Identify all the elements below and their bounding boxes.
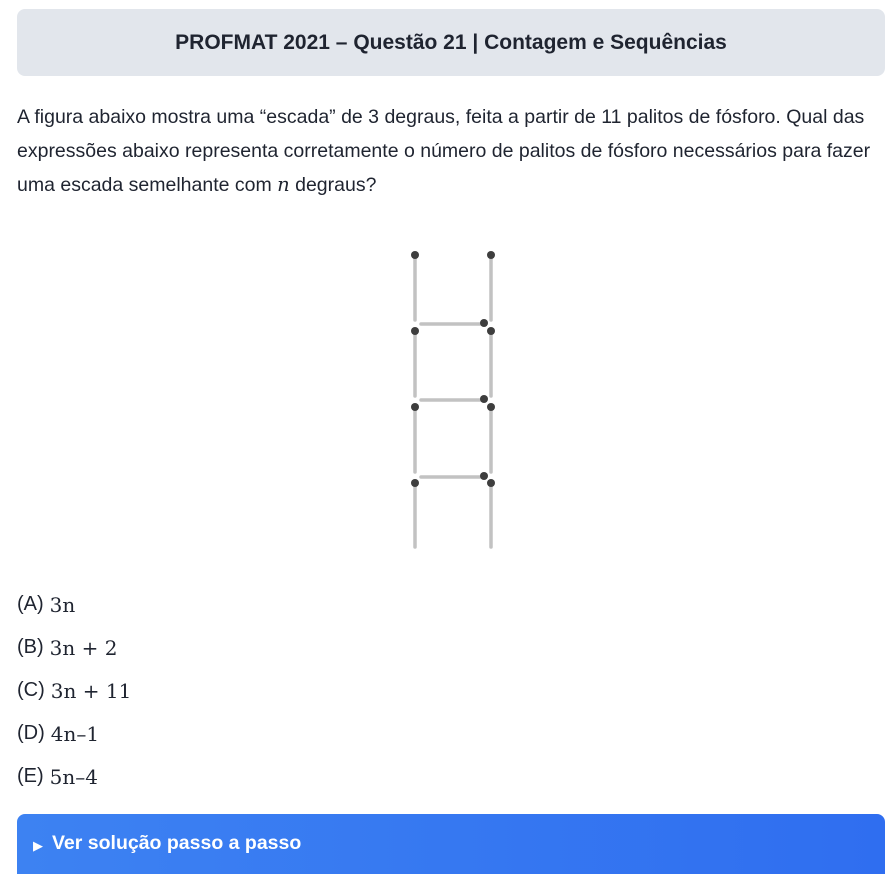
match-head (487, 327, 495, 335)
option-expression: 4n–1 (50, 721, 100, 746)
match-head (411, 327, 419, 335)
option-expression: 5n–4 (49, 764, 99, 789)
match-head (480, 319, 488, 327)
match-head (487, 251, 495, 259)
option-letter: (D) (17, 722, 45, 744)
matchstick-ladder-figure (395, 244, 515, 554)
match-head (487, 403, 495, 411)
match-head (480, 472, 488, 480)
match-head (411, 251, 419, 259)
statement-text-after: degraus? (289, 174, 377, 196)
match-head (480, 395, 488, 403)
question-statement (17, 100, 889, 202)
option-expression: 3n (49, 592, 76, 617)
question-header (17, 9, 885, 76)
rungs (421, 324, 483, 477)
option-expression: 3n + 2 (49, 635, 118, 660)
statement-variable: n (277, 173, 290, 196)
page-title: PROFMAT 2021 – Questão 21 | Contagem e Sequências (175, 30, 727, 54)
triangle-right-icon: ▶ (33, 838, 43, 853)
match-heads (411, 251, 495, 487)
statement-text-before: A figura abaixo mostra uma “escada” de 3 degraus, feita a partir de 11 palitos de fósforo. Qual das expressões abaixo representa corretamente o número de palitos de fósforo necessários para fazer uma escada semelhante com (17, 106, 871, 196)
answer-options (17, 583, 131, 798)
option-c[interactable] (17, 669, 131, 712)
match-head (411, 479, 419, 487)
match-head (487, 479, 495, 487)
show-solution-label: Ver solução passo a passo (52, 832, 302, 854)
show-solution-button[interactable] (17, 814, 885, 874)
option-b[interactable] (17, 626, 131, 669)
option-d[interactable] (17, 712, 131, 755)
option-letter: (B) (17, 636, 44, 658)
option-letter: (C) (17, 679, 45, 701)
option-letter: (A) (17, 593, 44, 615)
option-expression: 3n + 11 (50, 678, 132, 703)
option-a[interactable] (17, 583, 131, 626)
option-e[interactable] (17, 755, 131, 798)
match-head (411, 403, 419, 411)
option-letter: (E) (17, 765, 44, 787)
